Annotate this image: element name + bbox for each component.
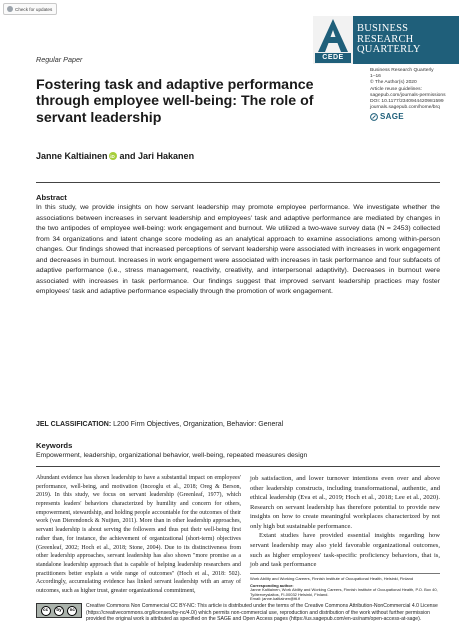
permissions-link[interactable]: sagepub.com/journals-permissions xyxy=(370,92,446,98)
orcid-icon[interactable]: iD xyxy=(110,153,115,159)
body-paragraph: Abundant evidence has shown leadership to have a substantial impact on employees' performance, well-being, and motivation (Inceoglu et al., 2018; Oreg & Berson, 2019). In this study, we focus on servant leadership (Greenleaf, 1977), which represents leaders' behaviors characterized by humility and concern for others, empowerment, stewardship, and holding people accountable for the outcomes of their work (van Dierendonck & Nuijten, 2011). More than in other leadership approaches, servant leadership is about serving the followers and thus put their well-being first rather than, for instance, the achievement of organizational (short-term) objectives (Greenleaf, 2002; Hoch et al., 2018; Stone, 2004). Due to its distinctiveness from other leadership approaches, servant leadership has also shown "more promise as a standalone leadership approach that is capable of helping leadership researchers and practitioners better explain a wide range of outcomes" (Hoch et al., 2018: 502). Accordingly, accumulating evidence has linked servant leadership with an array of outcomes, such as higher trust, greater organizational commitment, xyxy=(36,475,241,594)
journal-title: Business Research Quarterly xyxy=(370,68,434,73)
corresponding-author-label: Corresponding author: xyxy=(250,582,294,588)
copyright: © The Author(s) 2020 xyxy=(370,80,417,86)
abstract-heading: Abstract xyxy=(36,193,67,202)
article-title: Fostering task and adaptive performance through employee well-being: The role of servant leadership xyxy=(36,77,314,126)
license-block xyxy=(36,603,440,623)
divider xyxy=(36,466,440,467)
author-first: Janne Kaltiainen xyxy=(36,151,108,161)
cc-license-badge[interactable] xyxy=(36,603,82,618)
update-icon xyxy=(7,6,13,12)
publisher-logo xyxy=(313,16,353,64)
institute-affiliation: Work Ability and Working Careers, Finnish Institute of Occupational Health, Helsinki, Finland xyxy=(250,576,414,581)
doi[interactable]: DOI: 10.1177/2340944420981599 xyxy=(370,99,444,105)
body-paragraph: job satisfaction, and lower turnover intentions even over and above other leadership constructs, including transformational, authentic, and ethical leadership (Eva et al., 2019; Hoch et al., 2018; Lee et al., 2020). Research on servant leadership has therefore potential to provide new insights on how to create meaningful workplaces characterized by not only high but sustainable performance. xyxy=(250,475,440,530)
cc-icon: cc xyxy=(41,606,51,616)
publisher-name: CEDE xyxy=(315,53,351,63)
sage-leaf-icon xyxy=(370,113,378,121)
jel-classification xyxy=(36,421,283,428)
sage-wordmark: SAGE xyxy=(380,112,404,122)
body-column-left xyxy=(36,474,241,596)
journal-name-line: QUARTERLY xyxy=(357,44,421,56)
journal-name-line: BUSINESS xyxy=(357,23,409,35)
check-for-updates-badge[interactable] xyxy=(3,3,57,15)
journal-name xyxy=(353,16,459,64)
license-text: Creative Commons Non Commercial CC BY-NC: This article is distributed under the terms of the Creative Commons Attribution-NonCommercial 4.0 License (https://creativecommons.org/licenses/by-nc/4.0/) which permits non-commercial use, reproduction and distribution of the work without further permission provided the original work is attributed as specified on the SAGE and Open Access pages (https://us.sagepub.com/en-us/nam/open-access-at-sage). xyxy=(86,603,438,623)
abstract-body: In this study, we provide insights on how servant leadership may promote employee performance. We investigate whether the associations between increases in servant leadership and employees' task and adaptive performance are mediated by changes in the two antipodes of employee well-being: work engagement and burnout. We utilized a two-wave survey data (N = 2453) collected from 34 organizations and latent change score modeling as an analytical approach to examine associations among within-person changes. Our findings showed that increased perceptions of servant leadership were associated with increases in work engagement and decreases in burnout. Increases in work engagement were associated with increases in task performance and four subfacets of adaptive performance (i.e., stress management, reactivity, creativity, and interpersonal adaptivity). Decreases in burnout were associated with increases in task performance. Our findings suggest that improved servant leadership practices may foster employees' task and adaptive performance especially through the promotion of work engagement. xyxy=(36,204,440,295)
by-icon: by xyxy=(54,606,64,616)
nc-icon: nc xyxy=(67,606,77,616)
reuse-label: Article reuse guidelines: xyxy=(370,86,422,92)
jel-label: JEL CLASSIFICATION: xyxy=(36,421,112,428)
article-meta xyxy=(370,68,468,121)
sage-logo xyxy=(370,113,468,121)
divider xyxy=(36,182,440,183)
section-label: Regular Paper xyxy=(36,55,83,64)
jel-value: L200 Firm Objectives, Organization, Behavior: General xyxy=(111,421,284,428)
body-column-right xyxy=(250,474,440,570)
author-line xyxy=(36,151,194,161)
body-paragraph: Extant studies have provided essential insights regarding how servant leadership may also yield favorable organizational outcomes, such as higher employees' task-specific proficiency behaviors, that is, job and task performance xyxy=(250,532,440,569)
keywords-body: Empowerment, leadership, organizational behavior, well-being, repeated measures design xyxy=(36,452,308,459)
journal-logo xyxy=(313,16,459,64)
corresponding-author-address: Janne Kaltiainen, Work Ability and Working Careers, Finnish Institute of Occupational Health, P.O. Box 40, Työterveyslaitos, FI-00032 Helsinki, Finland. xyxy=(250,587,438,597)
publisher-a-mark-icon xyxy=(313,16,353,54)
journal-home-link[interactable]: journals.sagepub.com/home/brq xyxy=(370,105,440,111)
footnote-divider xyxy=(250,573,440,574)
check-for-updates-label: Check for updates xyxy=(15,6,53,12)
affiliation-block xyxy=(250,577,440,602)
keywords-heading: Keywords xyxy=(36,441,73,450)
page-range: 1–16 xyxy=(370,74,381,80)
journal-name-line: RESEARCH xyxy=(357,33,414,45)
author-rest: and Jari Hakanen xyxy=(119,151,195,161)
corresponding-email[interactable]: Email: janne.kaltiainen@ttl.fi xyxy=(250,596,301,602)
